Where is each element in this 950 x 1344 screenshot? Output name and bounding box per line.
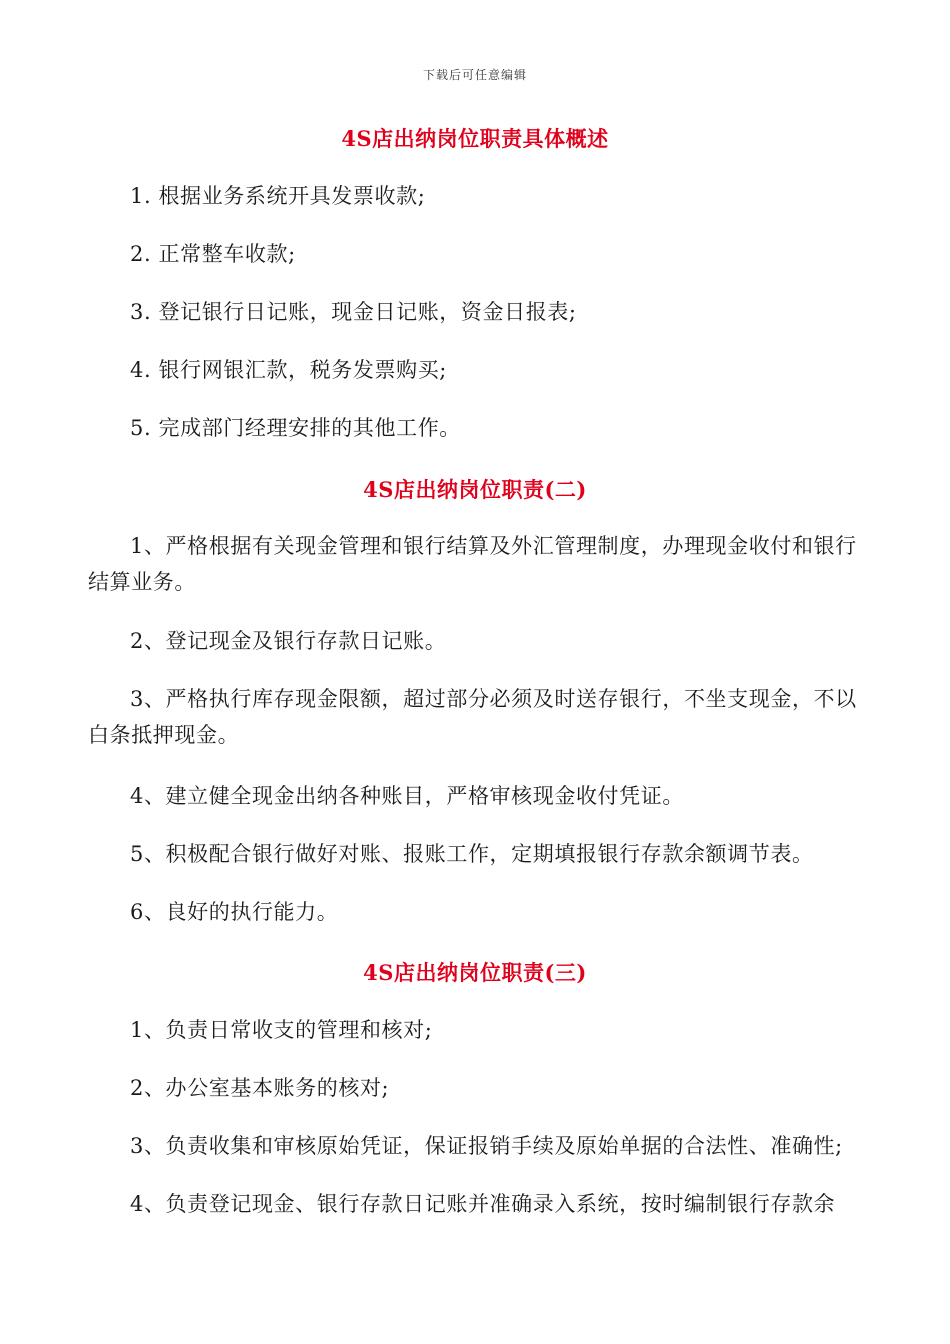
list-item: 3. 登记银行日记账，现金日记账，资金日报表;: [130, 300, 577, 324]
list-item: 1. 根据业务系统开具发票收款;: [130, 184, 426, 208]
section-title-two: 4S店出纳岗位职责(二): [363, 477, 587, 502]
list-item: 1、负责日常收支的管理和核对;: [130, 1018, 433, 1042]
list-item: 2. 正常整车收款;: [130, 242, 296, 266]
list-item: 2、办公室基本账务的核对;: [130, 1076, 390, 1100]
list-item: 5、积极配合银行做好对账、报账工作，定期填报银行存款余额调节表。: [130, 842, 814, 866]
section-title-three: 4S店出纳岗位职责(三): [363, 960, 587, 985]
watermark-text: 下载后可任意编辑: [422, 68, 527, 82]
section-title-overview: 4S店出纳岗位职责具体概述: [341, 126, 609, 151]
list-item: 5. 完成部门经理安排的其他工作。: [130, 416, 461, 440]
list-item: 3、严格执行库存现金限额，超过部分必须及时送存银行，不坐支现金，不以白条抵押现金。: [88, 687, 857, 747]
list-item: 6、良好的执行能力。: [130, 900, 339, 924]
list-item: 1、严格根据有关现金管理和银行结算及外汇管理制度，办理现金收付和银行结算业务。: [88, 534, 857, 594]
list-item: 4、建立健全现金出纳各种账目，严格审核现金收付凭证。: [130, 784, 684, 808]
list-item: 2、登记现金及银行存款日记账。: [130, 629, 447, 653]
list-item: 4. 银行网银汇款，税务发票购买;: [130, 358, 447, 382]
list-item: 3、负责收集和审核原始凭证，保证报销手续及原始单据的合法性、准确性;: [130, 1134, 843, 1158]
list-item: 4、负责登记现金、银行存款日记账并准确录入系统，按时编制银行存款余: [130, 1192, 836, 1216]
